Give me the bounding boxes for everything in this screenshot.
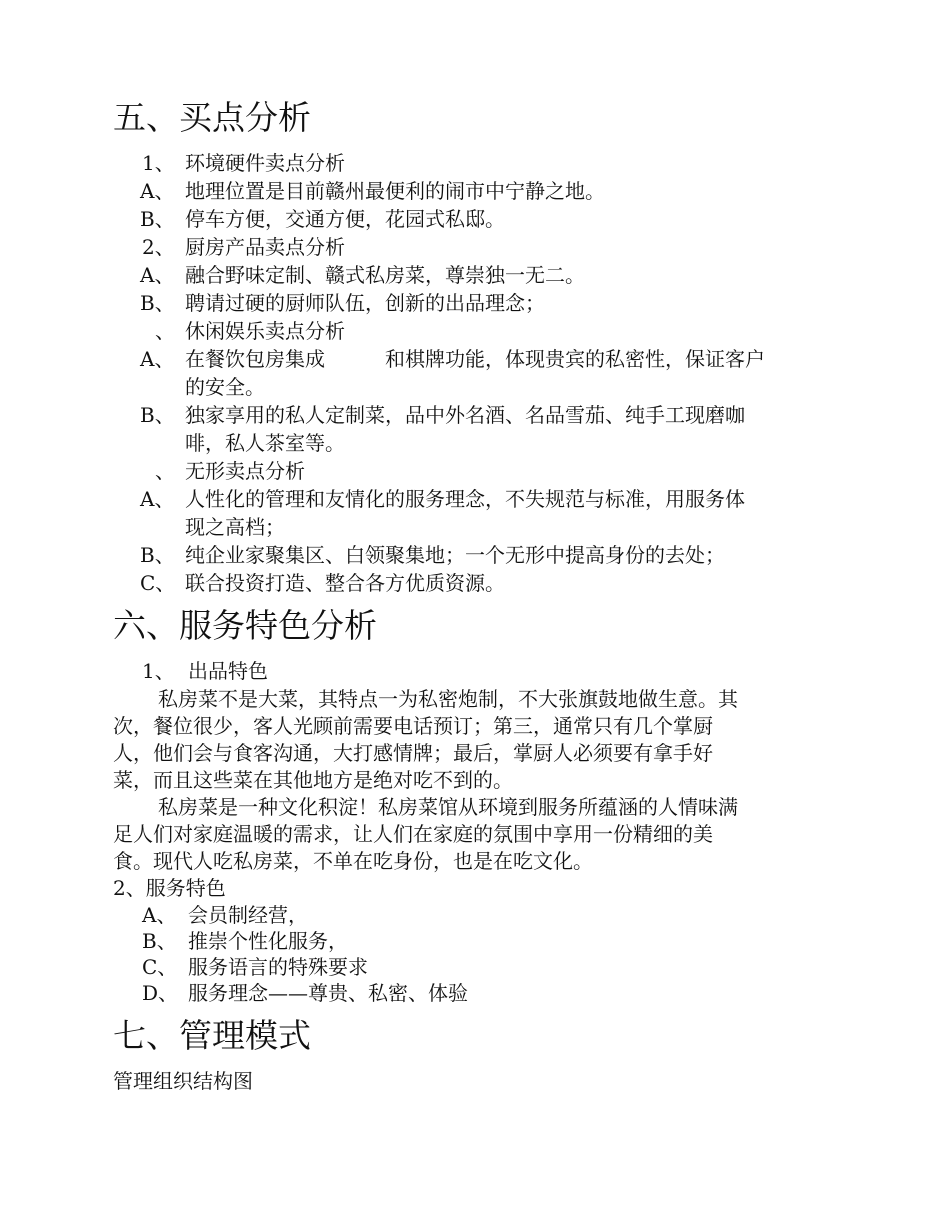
list-item: 服务理念——尊贵、私密、体验 bbox=[188, 981, 468, 1005]
list-item-text: 和棋牌功能，体现贵宾的私密性，保证客户 bbox=[385, 347, 765, 371]
list-marker: C、 bbox=[142, 955, 178, 979]
list-item: 聘请过硬的厨师队伍，创新的出品理念； bbox=[185, 291, 545, 315]
list-item: 休闲娱乐卖点分析 bbox=[185, 319, 345, 343]
list-item: 环境硬件卖点分析 bbox=[185, 151, 345, 175]
list-item: 会员制经营， bbox=[188, 903, 308, 927]
list-marker: A、 bbox=[140, 347, 175, 371]
list-marker: B、 bbox=[140, 291, 175, 315]
list-item: 无形卖点分析 bbox=[185, 459, 305, 483]
list-item: 服务语言的特殊要求 bbox=[188, 955, 368, 979]
list-marker: C、 bbox=[140, 571, 176, 595]
list-marker: A、 bbox=[140, 487, 175, 511]
list-item-text: 人性化的管理和友情化的服务理念，不失规范与标准，用服务体 bbox=[185, 487, 745, 511]
paragraph-line: 次，餐位很少，客人光顾前需要电话预订；第三，通常只有几个掌厨 bbox=[113, 714, 713, 738]
list-item-text: 独家享用的私人定制菜，品中外名酒、名品雪茄、纯手工现磨咖 bbox=[185, 403, 745, 427]
list-item: 厨房产品卖点分析 bbox=[185, 235, 345, 259]
list-marker: B、 bbox=[140, 403, 175, 427]
section-heading: 五、买点分析 bbox=[113, 98, 311, 137]
list-marker: 、 bbox=[155, 459, 175, 483]
section-heading: 七、管理模式 bbox=[113, 1016, 311, 1055]
section-heading: 六、服务特色分析 bbox=[113, 606, 377, 645]
paragraph-line: 私房菜是一种文化积淀！私房菜馆从环境到服务所蕴涵的人情味满 bbox=[158, 795, 738, 819]
list-marker: 1、 bbox=[142, 659, 175, 683]
list-marker: B、 bbox=[142, 929, 177, 953]
paragraph-line: 食。现代人吃私房菜，不单在吃身份，也是在吃文化。 bbox=[113, 849, 593, 873]
list-marker: A、 bbox=[142, 903, 177, 927]
paragraph-line: 管理组织结构图 bbox=[113, 1069, 253, 1093]
list-marker: D、 bbox=[142, 981, 179, 1005]
list-item: 出品特色 bbox=[188, 659, 268, 683]
paragraph-line: 私房菜不是大菜，其特点一为私密炮制，不大张旗鼓地做生意。其 bbox=[158, 687, 738, 711]
list-marker: A、 bbox=[140, 263, 175, 287]
list-item-text: 现之高档； bbox=[185, 515, 285, 539]
list-item-text: 啡，私人茶室等。 bbox=[185, 431, 345, 455]
list-item: 融合野味定制、赣式私房菜，尊崇独一无二。 bbox=[185, 263, 585, 287]
list-marker: 、 bbox=[155, 319, 175, 343]
list-marker: 1、 bbox=[142, 151, 175, 175]
list-item: 纯企业家聚集区、白领聚集地；一个无形中提高身份的去处； bbox=[185, 543, 725, 567]
list-item: 地理位置是目前赣州最便利的闹市中宁静之地。 bbox=[185, 179, 605, 203]
subheading: 2、服务特色 bbox=[113, 876, 226, 900]
list-marker: 2、 bbox=[142, 235, 175, 259]
list-marker: A、 bbox=[140, 179, 175, 203]
list-item-text: 的安全。 bbox=[185, 375, 265, 399]
paragraph-line: 人，他们会与食客沟通，大打感情牌；最后，掌厨人必须要有拿手好 bbox=[113, 741, 713, 765]
paragraph-line: 菜，而且这些菜在其他地方是绝对吃不到的。 bbox=[113, 768, 513, 792]
list-item-text: 在餐饮包房集成 bbox=[185, 347, 325, 371]
list-marker: B、 bbox=[140, 543, 175, 567]
list-item: 停车方便，交通方便，花园式私邸。 bbox=[185, 207, 505, 231]
list-item: 推崇个性化服务， bbox=[188, 929, 348, 953]
paragraph-line: 足人们对家庭温暖的需求，让人们在家庭的氛围中享用一份精细的美 bbox=[113, 822, 713, 846]
list-item: 联合投资打造、整合各方优质资源。 bbox=[185, 571, 505, 595]
list-marker: B、 bbox=[140, 207, 175, 231]
